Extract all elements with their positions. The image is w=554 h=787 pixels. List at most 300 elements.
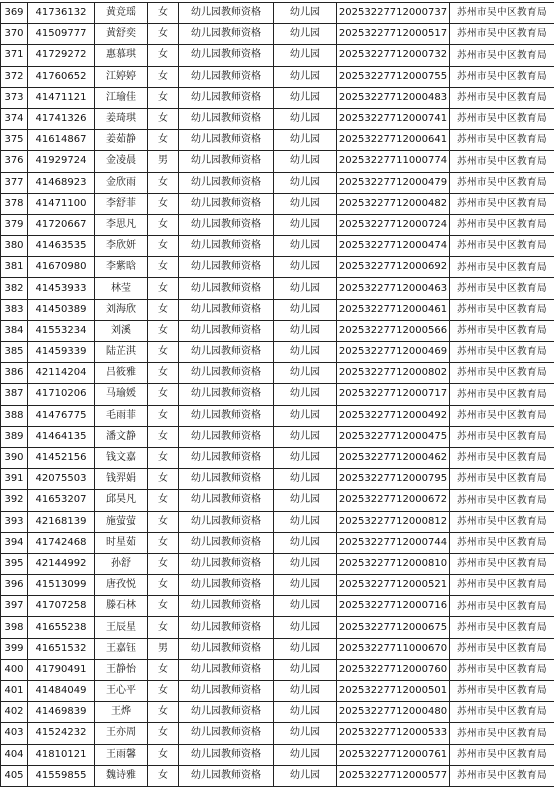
qualification-cell: 幼儿园教师资格 <box>179 320 274 341</box>
qualification-cell: 幼儿园教师资格 <box>179 66 274 87</box>
certificate-number-cell: 20253227712000760 <box>337 659 450 680</box>
sequence-cell: 405 <box>1 765 28 786</box>
sequence-cell: 376 <box>1 151 28 172</box>
certificate-number-cell: 20253227712000517 <box>337 24 450 45</box>
issuing-authority-cell: 苏州市吴中区教育局 <box>450 3 554 24</box>
name-cell: 刘溪 <box>95 320 148 341</box>
certificate-number-cell: 20253227712000810 <box>337 553 450 574</box>
sequence-cell: 391 <box>1 469 28 490</box>
certificate-number-cell: 20253227712000461 <box>337 299 450 320</box>
name-cell: 唐孜悦 <box>95 575 148 596</box>
issuing-authority-cell: 苏州市吴中区教育局 <box>450 24 554 45</box>
issuing-authority-cell: 苏州市吴中区教育局 <box>450 214 554 235</box>
gender-cell: 女 <box>148 24 179 45</box>
issuing-authority-cell: 苏州市吴中区教育局 <box>450 342 554 363</box>
name-cell: 李紫晗 <box>95 257 148 278</box>
qualification-cell: 幼儿园教师资格 <box>179 553 274 574</box>
table-row <box>1 617 554 638</box>
certificate-number-cell: 20253227712000795 <box>337 469 450 490</box>
registration-id-cell: 42144992 <box>28 553 95 574</box>
name-cell: 毛雨菲 <box>95 405 148 426</box>
qualification-cell: 幼儿园教师资格 <box>179 447 274 468</box>
name-cell: 王亦周 <box>95 723 148 744</box>
qualification-cell: 幼儿园教师资格 <box>179 511 274 532</box>
gender-cell: 女 <box>148 702 179 723</box>
certificate-number-cell: 20253227712000483 <box>337 87 450 108</box>
table-row <box>1 511 554 532</box>
certificate-number-cell: 20253227712000533 <box>337 723 450 744</box>
sequence-cell: 389 <box>1 426 28 447</box>
qualification-cell: 幼儿园教师资格 <box>179 108 274 129</box>
subject-cell: 幼儿园 <box>274 66 337 87</box>
registration-id-cell: 41653207 <box>28 490 95 511</box>
registration-id-cell: 42114204 <box>28 363 95 384</box>
issuing-authority-cell: 苏州市吴中区教育局 <box>450 723 554 744</box>
subject-cell: 幼儿园 <box>274 659 337 680</box>
sequence-cell: 385 <box>1 342 28 363</box>
sequence-cell: 374 <box>1 108 28 129</box>
registration-id-cell: 41810121 <box>28 744 95 765</box>
name-cell: 姜茹静 <box>95 130 148 151</box>
table-row <box>1 596 554 617</box>
issuing-authority-cell: 苏州市吴中区教育局 <box>450 511 554 532</box>
registration-id-cell: 41468923 <box>28 172 95 193</box>
qualification-cell: 幼儿园教师资格 <box>179 214 274 235</box>
gender-cell: 女 <box>148 87 179 108</box>
sequence-cell: 397 <box>1 596 28 617</box>
subject-cell: 幼儿园 <box>274 575 337 596</box>
table-row <box>1 151 554 172</box>
table-row <box>1 659 554 680</box>
subject-cell: 幼儿园 <box>274 320 337 341</box>
registration-id-cell: 41651532 <box>28 638 95 659</box>
sequence-cell: 381 <box>1 257 28 278</box>
subject-cell: 幼儿园 <box>274 617 337 638</box>
name-cell: 李欣妍 <box>95 236 148 257</box>
issuing-authority-cell: 苏州市吴中区教育局 <box>450 87 554 108</box>
name-cell: 江婷婷 <box>95 66 148 87</box>
registration-id-cell: 41760652 <box>28 66 95 87</box>
certificate-table <box>0 2 554 787</box>
gender-cell: 女 <box>148 553 179 574</box>
gender-cell: 女 <box>148 447 179 468</box>
table-row <box>1 214 554 235</box>
name-cell: 惠慕琪 <box>95 45 148 66</box>
name-cell: 王心平 <box>95 681 148 702</box>
registration-id-cell: 41929724 <box>28 151 95 172</box>
subject-cell: 幼儿园 <box>274 130 337 151</box>
qualification-cell: 幼儿园教师资格 <box>179 702 274 723</box>
issuing-authority-cell: 苏州市吴中区教育局 <box>450 384 554 405</box>
sequence-cell: 399 <box>1 638 28 659</box>
issuing-authority-cell: 苏州市吴中区教育局 <box>450 320 554 341</box>
qualification-cell: 幼儿园教师资格 <box>179 151 274 172</box>
issuing-authority-cell: 苏州市吴中区教育局 <box>450 108 554 129</box>
subject-cell: 幼儿园 <box>274 151 337 172</box>
table-row <box>1 765 554 786</box>
name-cell: 姜琦琪 <box>95 108 148 129</box>
registration-id-cell: 41720667 <box>28 214 95 235</box>
qualification-cell: 幼儿园教师资格 <box>179 723 274 744</box>
issuing-authority-cell: 苏州市吴中区教育局 <box>450 257 554 278</box>
qualification-cell: 幼儿园教师资格 <box>179 681 274 702</box>
name-cell: 王静怡 <box>95 659 148 680</box>
name-cell: 时星茹 <box>95 532 148 553</box>
gender-cell: 女 <box>148 426 179 447</box>
table-row <box>1 681 554 702</box>
certificate-number-cell: 20253227712000463 <box>337 278 450 299</box>
table-row <box>1 490 554 511</box>
subject-cell: 幼儿园 <box>274 342 337 363</box>
table-row <box>1 723 554 744</box>
issuing-authority-cell: 苏州市吴中区教育局 <box>450 45 554 66</box>
table-row <box>1 130 554 151</box>
gender-cell: 女 <box>148 45 179 66</box>
issuing-authority-cell: 苏州市吴中区教育局 <box>450 744 554 765</box>
name-cell: 李舒菲 <box>95 193 148 214</box>
qualification-cell: 幼儿园教师资格 <box>179 426 274 447</box>
table-row <box>1 108 554 129</box>
issuing-authority-cell: 苏州市吴中区教育局 <box>450 617 554 638</box>
certificate-number-cell: 20253227712000482 <box>337 193 450 214</box>
certificate-number-cell: 20253227712000475 <box>337 426 450 447</box>
registration-id-cell: 41459339 <box>28 342 95 363</box>
registration-id-cell: 41469839 <box>28 702 95 723</box>
qualification-cell: 幼儿园教师资格 <box>179 172 274 193</box>
certificate-number-cell: 20253227712000732 <box>337 45 450 66</box>
issuing-authority-cell: 苏州市吴中区教育局 <box>450 553 554 574</box>
issuing-authority-cell: 苏州市吴中区教育局 <box>450 490 554 511</box>
sequence-cell: 400 <box>1 659 28 680</box>
issuing-authority-cell: 苏州市吴中区教育局 <box>450 638 554 659</box>
qualification-cell: 幼儿园教师资格 <box>179 45 274 66</box>
qualification-cell: 幼儿园教师资格 <box>179 257 274 278</box>
issuing-authority-cell: 苏州市吴中区教育局 <box>450 426 554 447</box>
subject-cell: 幼儿园 <box>274 532 337 553</box>
gender-cell: 女 <box>148 363 179 384</box>
sequence-cell: 390 <box>1 447 28 468</box>
certificate-number-cell: 20253227712000480 <box>337 702 450 723</box>
table-row <box>1 384 554 405</box>
issuing-authority-cell: 苏州市吴中区教育局 <box>450 278 554 299</box>
name-cell: 金欣雨 <box>95 172 148 193</box>
certificate-number-cell: 20253227712000566 <box>337 320 450 341</box>
sequence-cell: 395 <box>1 553 28 574</box>
issuing-authority-cell: 苏州市吴中区教育局 <box>450 299 554 320</box>
sequence-cell: 380 <box>1 236 28 257</box>
registration-id-cell: 41524232 <box>28 723 95 744</box>
issuing-authority-cell: 苏州市吴中区教育局 <box>450 469 554 490</box>
issuing-authority-cell: 苏州市吴中区教育局 <box>450 151 554 172</box>
sequence-cell: 378 <box>1 193 28 214</box>
table-row <box>1 405 554 426</box>
certificate-number-cell: 20253227712000724 <box>337 214 450 235</box>
registration-id-cell: 41450389 <box>28 299 95 320</box>
sequence-cell: 402 <box>1 702 28 723</box>
registration-id-cell: 42168139 <box>28 511 95 532</box>
subject-cell: 幼儿园 <box>274 469 337 490</box>
issuing-authority-cell: 苏州市吴中区教育局 <box>450 363 554 384</box>
table-row <box>1 3 554 24</box>
registration-id-cell: 41513099 <box>28 575 95 596</box>
certificate-number-cell: 20253227712000692 <box>337 257 450 278</box>
name-cell: 邱昊凡 <box>95 490 148 511</box>
gender-cell: 女 <box>148 596 179 617</box>
issuing-authority-cell: 苏州市吴中区教育局 <box>450 236 554 257</box>
sequence-cell: 393 <box>1 511 28 532</box>
sequence-cell: 398 <box>1 617 28 638</box>
issuing-authority-cell: 苏州市吴中区教育局 <box>450 447 554 468</box>
certificate-table-body <box>1 3 554 787</box>
registration-id-cell: 41614867 <box>28 130 95 151</box>
registration-id-cell: 41553234 <box>28 320 95 341</box>
gender-cell: 女 <box>148 278 179 299</box>
name-cell: 滕石林 <box>95 596 148 617</box>
roster-sheet <box>0 2 552 787</box>
name-cell: 施萤萤 <box>95 511 148 532</box>
subject-cell: 幼儿园 <box>274 490 337 511</box>
certificate-number-cell: 20253227712000755 <box>337 66 450 87</box>
name-cell: 孙舒 <box>95 553 148 574</box>
qualification-cell: 幼儿园教师资格 <box>179 342 274 363</box>
sequence-cell: 369 <box>1 3 28 24</box>
certificate-number-cell: 20253227711000670 <box>337 638 450 659</box>
qualification-cell: 幼儿园教师资格 <box>179 87 274 108</box>
certificate-number-cell: 20253227712000462 <box>337 447 450 468</box>
gender-cell: 女 <box>148 617 179 638</box>
subject-cell: 幼儿园 <box>274 447 337 468</box>
name-cell: 潘文静 <box>95 426 148 447</box>
name-cell: 钱羿娟 <box>95 469 148 490</box>
issuing-authority-cell: 苏州市吴中区教育局 <box>450 575 554 596</box>
qualification-cell: 幼儿园教师资格 <box>179 236 274 257</box>
qualification-cell: 幼儿园教师资格 <box>179 193 274 214</box>
gender-cell: 女 <box>148 532 179 553</box>
qualification-cell: 幼儿园教师资格 <box>179 363 274 384</box>
certificate-number-cell: 20253227712000641 <box>337 130 450 151</box>
gender-cell: 女 <box>148 66 179 87</box>
subject-cell: 幼儿园 <box>274 236 337 257</box>
certificate-number-cell: 20253227712000521 <box>337 575 450 596</box>
certificate-number-cell: 20253227712000501 <box>337 681 450 702</box>
table-row <box>1 45 554 66</box>
registration-id-cell: 41710206 <box>28 384 95 405</box>
registration-id-cell: 41729272 <box>28 45 95 66</box>
sequence-cell: 386 <box>1 363 28 384</box>
table-row <box>1 342 554 363</box>
table-row <box>1 532 554 553</box>
gender-cell: 女 <box>148 744 179 765</box>
qualification-cell: 幼儿园教师资格 <box>179 469 274 490</box>
table-row <box>1 24 554 45</box>
table-row <box>1 87 554 108</box>
registration-id-cell: 41790491 <box>28 659 95 680</box>
subject-cell: 幼儿园 <box>274 257 337 278</box>
sequence-cell: 392 <box>1 490 28 511</box>
issuing-authority-cell: 苏州市吴中区教育局 <box>450 681 554 702</box>
table-row <box>1 257 554 278</box>
qualification-cell: 幼儿园教师资格 <box>179 765 274 786</box>
gender-cell: 女 <box>148 193 179 214</box>
subject-cell: 幼儿园 <box>274 45 337 66</box>
name-cell: 刘海欣 <box>95 299 148 320</box>
gender-cell: 女 <box>148 214 179 235</box>
subject-cell: 幼儿园 <box>274 405 337 426</box>
table-row <box>1 363 554 384</box>
gender-cell: 女 <box>148 299 179 320</box>
certificate-number-cell: 20253227712000469 <box>337 342 450 363</box>
table-row <box>1 320 554 341</box>
table-row <box>1 172 554 193</box>
issuing-authority-cell: 苏州市吴中区教育局 <box>450 193 554 214</box>
certificate-number-cell: 20253227712000672 <box>337 490 450 511</box>
sequence-cell: 394 <box>1 532 28 553</box>
gender-cell: 女 <box>148 130 179 151</box>
table-row <box>1 469 554 490</box>
table-row <box>1 426 554 447</box>
gender-cell: 女 <box>148 723 179 744</box>
issuing-authority-cell: 苏州市吴中区教育局 <box>450 659 554 680</box>
qualification-cell: 幼儿园教师资格 <box>179 299 274 320</box>
sequence-cell: 387 <box>1 384 28 405</box>
qualification-cell: 幼儿园教师资格 <box>179 596 274 617</box>
subject-cell: 幼儿园 <box>274 108 337 129</box>
gender-cell: 女 <box>148 236 179 257</box>
registration-id-cell: 41741326 <box>28 108 95 129</box>
certificate-number-cell: 20253227712000802 <box>337 363 450 384</box>
qualification-cell: 幼儿园教师资格 <box>179 130 274 151</box>
registration-id-cell: 42075503 <box>28 469 95 490</box>
issuing-authority-cell: 苏州市吴中区教育局 <box>450 532 554 553</box>
name-cell: 黄舒奕 <box>95 24 148 45</box>
gender-cell: 女 <box>148 765 179 786</box>
qualification-cell: 幼儿园教师资格 <box>179 24 274 45</box>
subject-cell: 幼儿园 <box>274 426 337 447</box>
certificate-number-cell: 20253227712000577 <box>337 765 450 786</box>
qualification-cell: 幼儿园教师资格 <box>179 744 274 765</box>
table-row <box>1 278 554 299</box>
sequence-cell: 370 <box>1 24 28 45</box>
certificate-number-cell: 20253227712000716 <box>337 596 450 617</box>
gender-cell: 女 <box>148 257 179 278</box>
sequence-cell: 384 <box>1 320 28 341</box>
qualification-cell: 幼儿园教师资格 <box>179 638 274 659</box>
subject-cell: 幼儿园 <box>274 299 337 320</box>
gender-cell: 女 <box>148 511 179 532</box>
certificate-number-cell: 20253227712000717 <box>337 384 450 405</box>
registration-id-cell: 41742468 <box>28 532 95 553</box>
sequence-cell: 377 <box>1 172 28 193</box>
gender-cell: 女 <box>148 575 179 596</box>
gender-cell: 女 <box>148 384 179 405</box>
gender-cell: 女 <box>148 681 179 702</box>
qualification-cell: 幼儿园教师资格 <box>179 617 274 638</box>
issuing-authority-cell: 苏州市吴中区教育局 <box>450 702 554 723</box>
registration-id-cell: 41484049 <box>28 681 95 702</box>
name-cell: 黄竞瑶 <box>95 3 148 24</box>
gender-cell: 男 <box>148 151 179 172</box>
sequence-cell: 371 <box>1 45 28 66</box>
qualification-cell: 幼儿园教师资格 <box>179 405 274 426</box>
registration-id-cell: 41476775 <box>28 405 95 426</box>
table-row <box>1 702 554 723</box>
table-row <box>1 575 554 596</box>
subject-cell: 幼儿园 <box>274 744 337 765</box>
subject-cell: 幼儿园 <box>274 193 337 214</box>
name-cell: 马瑜媛 <box>95 384 148 405</box>
gender-cell: 男 <box>148 638 179 659</box>
sequence-cell: 379 <box>1 214 28 235</box>
subject-cell: 幼儿园 <box>274 681 337 702</box>
qualification-cell: 幼儿园教师资格 <box>179 532 274 553</box>
sequence-cell: 404 <box>1 744 28 765</box>
sequence-cell: 396 <box>1 575 28 596</box>
subject-cell: 幼儿园 <box>274 278 337 299</box>
qualification-cell: 幼儿园教师资格 <box>179 278 274 299</box>
name-cell: 陆芷淇 <box>95 342 148 363</box>
qualification-cell: 幼儿园教师资格 <box>179 659 274 680</box>
certificate-number-cell: 20253227712000812 <box>337 511 450 532</box>
sequence-cell: 403 <box>1 723 28 744</box>
registration-id-cell: 41464135 <box>28 426 95 447</box>
gender-cell: 女 <box>148 469 179 490</box>
gender-cell: 女 <box>148 320 179 341</box>
gender-cell: 女 <box>148 3 179 24</box>
name-cell: 李思凡 <box>95 214 148 235</box>
name-cell: 王辰星 <box>95 617 148 638</box>
issuing-authority-cell: 苏州市吴中区教育局 <box>450 130 554 151</box>
subject-cell: 幼儿园 <box>274 384 337 405</box>
subject-cell: 幼儿园 <box>274 553 337 574</box>
certificate-number-cell: 20253227711000774 <box>337 151 450 172</box>
issuing-authority-cell: 苏州市吴中区教育局 <box>450 66 554 87</box>
name-cell: 钱文嘉 <box>95 447 148 468</box>
subject-cell: 幼儿园 <box>274 87 337 108</box>
issuing-authority-cell: 苏州市吴中区教育局 <box>450 596 554 617</box>
name-cell: 王雨馨 <box>95 744 148 765</box>
issuing-authority-cell: 苏州市吴中区教育局 <box>450 765 554 786</box>
qualification-cell: 幼儿园教师资格 <box>179 384 274 405</box>
subject-cell: 幼儿园 <box>274 638 337 659</box>
registration-id-cell: 41463535 <box>28 236 95 257</box>
registration-id-cell: 41452156 <box>28 447 95 468</box>
sequence-cell: 375 <box>1 130 28 151</box>
name-cell: 林莹 <box>95 278 148 299</box>
certificate-number-cell: 20253227712000737 <box>337 3 450 24</box>
subject-cell: 幼儿园 <box>274 3 337 24</box>
qualification-cell: 幼儿园教师资格 <box>179 490 274 511</box>
table-row <box>1 66 554 87</box>
subject-cell: 幼儿园 <box>274 765 337 786</box>
table-row <box>1 447 554 468</box>
table-row <box>1 193 554 214</box>
registration-id-cell: 41736132 <box>28 3 95 24</box>
issuing-authority-cell: 苏州市吴中区教育局 <box>450 405 554 426</box>
table-row <box>1 299 554 320</box>
subject-cell: 幼儿园 <box>274 702 337 723</box>
name-cell: 王嘉钰 <box>95 638 148 659</box>
subject-cell: 幼儿园 <box>274 172 337 193</box>
subject-cell: 幼儿园 <box>274 24 337 45</box>
registration-id-cell: 41471121 <box>28 87 95 108</box>
certificate-number-cell: 20253227712000479 <box>337 172 450 193</box>
certificate-number-cell: 20253227712000474 <box>337 236 450 257</box>
sequence-cell: 383 <box>1 299 28 320</box>
gender-cell: 女 <box>148 659 179 680</box>
sequence-cell: 372 <box>1 66 28 87</box>
registration-id-cell: 41655238 <box>28 617 95 638</box>
subject-cell: 幼儿园 <box>274 723 337 744</box>
